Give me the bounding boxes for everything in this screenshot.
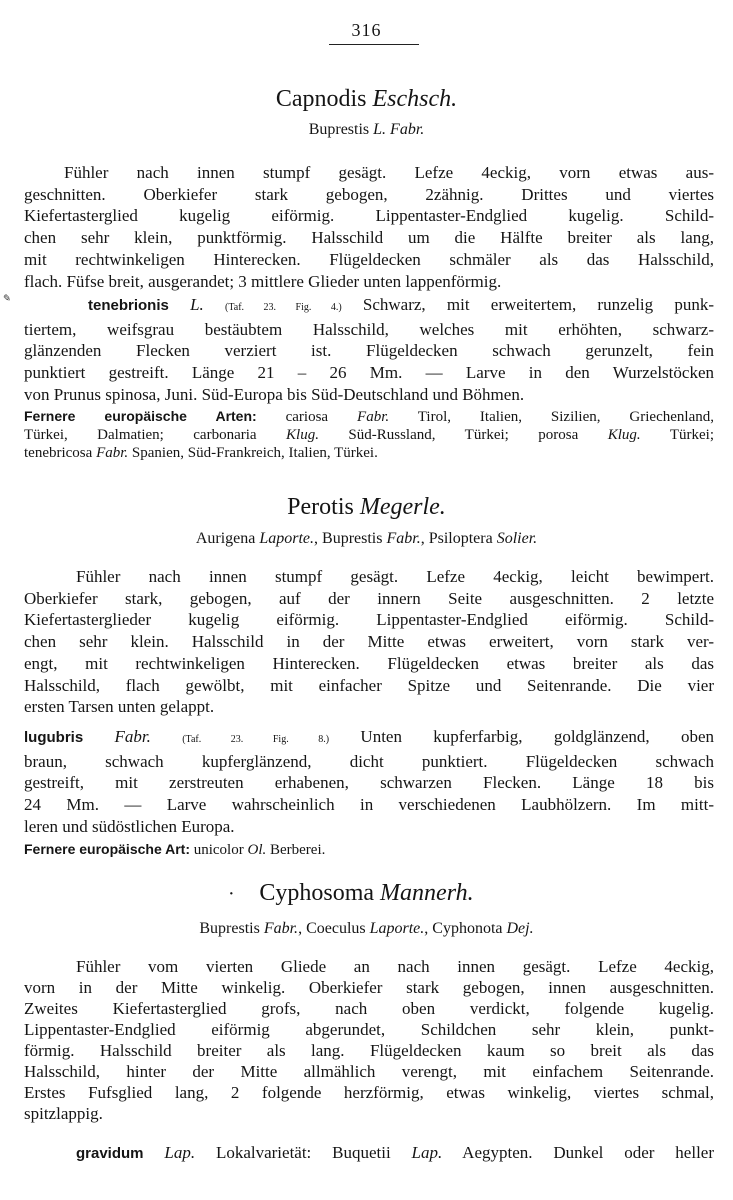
text-run: Türkei, Dalmatien; carbonaria <box>24 427 287 443</box>
text-run: Buprestis <box>199 920 264 937</box>
genus-heading-capnodis <box>0 86 733 113</box>
synonym-author: Dej. <box>506 920 534 937</box>
text-run: Aurigena <box>195 530 260 547</box>
synonym-author: Fabr. <box>263 920 299 937</box>
text-run: , Buprestis <box>314 530 387 547</box>
text-line <box>24 426 714 444</box>
species-text: Unten kupferfarbig, goldglänzend, oben <box>360 727 715 746</box>
species-perotis-lugubris <box>24 726 714 838</box>
genus-name: Cyphosoma <box>259 880 375 906</box>
text-run: Klug. <box>607 427 641 443</box>
further-label: Fernere europäische Art: <box>24 841 190 857</box>
text-line: Kiefertasterglied kugelig eiförmig. Lippentaster-Endglied kugelig. Schild- <box>24 206 714 226</box>
text-line: spitzlappig. <box>24 1104 103 1123</box>
species-line <box>24 726 714 751</box>
text-run: Ol. <box>247 842 267 858</box>
text-line: braun, schwach kupferglänzend, dicht punktiert. Flügeldecken schwach <box>24 751 714 771</box>
text-line: Fühler vom vierten Gliede an nach innen gesägt. Lefze 4eckig, <box>76 957 714 976</box>
text-run: unicolor <box>189 842 248 858</box>
text-line: leren und südöstlichen Europa. <box>24 816 235 836</box>
text-run: , Cyphonota <box>424 920 507 937</box>
text-line: 24 Mm. — Larve wahrscheinlich in verschiedenen Laubhölzern. Im mitt- <box>24 795 714 815</box>
text-run: Berberei. <box>266 842 326 858</box>
text-line: gestreift, mit zerstreuten erhabenen, schwarzen Flecken. Länge 18 bis <box>24 773 714 793</box>
genus-name: Perotis <box>287 494 354 520</box>
genus-heading-perotis <box>0 494 733 521</box>
text-line: chen sehr klein. Halsschild in der Mitte etwas erweitert, vorn stark ver- <box>24 632 714 652</box>
genus-author: Eschsch. <box>372 86 458 112</box>
page-number-rule <box>329 44 419 45</box>
text-line: Fühler nach innen stumpf gesägt. Lefze 4eckig, vorn etwas aus- <box>64 163 714 182</box>
text-run: Süd-Russland, Türkei; porosa <box>318 427 608 443</box>
text-line <box>24 444 714 462</box>
text-line: geschnitten. Oberkiefer stark gebogen, 2zähnig. Drittes und viertes <box>24 184 714 204</box>
text-run: tenebricosa <box>24 445 97 461</box>
synonym-author: Laporte. <box>259 530 315 547</box>
text-run: Tirol, Italien, Sizilien, Griechenland, <box>389 409 714 425</box>
text-run: Lokalvarietät: Buquetii <box>195 1143 412 1162</box>
stray-dot: · <box>228 883 235 905</box>
further-label: Fernere europäische Arten: <box>24 408 257 424</box>
species-cyphosoma-gravidum <box>24 1142 714 1165</box>
text-line: Halsschild, flach gewölbt, mit einfacher Spitze und Seitenrande. Die vier <box>24 675 714 695</box>
text-run: Aegypten. Dunkel oder heller <box>442 1143 715 1162</box>
text-line: förmig. Halsschild breiter als lang. Flügeldecken kaum so breit als das <box>24 1041 714 1060</box>
text-line: Erstes Fufsglied lang, 2 folgende herzförmig, etwas winkelig, viertes schmal, <box>24 1083 714 1102</box>
further-species-capnodis <box>24 407 714 462</box>
species-capnodis-tenebrionis <box>24 294 714 406</box>
species-line <box>24 1142 714 1165</box>
text-run: Spanien, Süd-Frankreich, Italien, Türkei. <box>128 445 378 461</box>
genus-heading-cyphosoma <box>0 880 733 907</box>
description-cyphosoma <box>24 956 714 1124</box>
text-run: cariosa <box>256 409 358 425</box>
text-line: Fühler nach innen stumpf gesägt. Lefze 4eckig, leicht bewimpert. <box>76 567 714 586</box>
page-number: 316 <box>351 20 382 40</box>
text-line: chen sehr klein, punktförmig. Halsschild um die Hälfte breiter als lang, <box>24 228 714 248</box>
synonym-line-capnodis <box>0 121 733 139</box>
text-run: , Coeculus <box>298 920 370 937</box>
text-run: Klug. <box>286 427 319 443</box>
further-species-perotis <box>24 840 714 859</box>
text-line: Halsschild, hinter der Mitte allmählich verengt, mit einfachem Seitenrande. <box>24 1062 714 1081</box>
synonym-text: Buprestis <box>308 121 374 138</box>
text-line <box>24 840 714 859</box>
text-run: Türkei; <box>640 427 714 443</box>
genus-author: Mannerh. <box>380 880 474 906</box>
genus-name: Capnodis <box>275 86 367 112</box>
plate-reference: (Taf. 23. Fig. 4.) <box>225 302 342 313</box>
synonym-author: Fabr. <box>386 530 421 547</box>
text-line: Kiefertasterglieder kugelig eiförmig. Lippentaster-Endglied eiförmig. Schild- <box>24 610 714 630</box>
species-name: tenebrionis <box>88 297 169 314</box>
text-run: , Psiloptera <box>420 530 497 547</box>
description-capnodis <box>24 162 714 292</box>
description-perotis <box>24 566 714 718</box>
synonym-line-cyphosoma <box>0 920 733 938</box>
plate-reference: (Taf. 23. Fig. 8.) <box>182 734 330 745</box>
text-line: glänzenden Flecken verziert ist. Flügeldecken schwach gerunzelt, fein <box>24 341 714 361</box>
species-name: gravidum <box>76 1145 144 1162</box>
text-line: Zweites Kiefertasterglied grofs, nach oben verdickt, folgende kugelig. <box>24 999 714 1018</box>
text-line: ersten Tarsen unten gelappt. <box>24 697 215 717</box>
text-run: Fabr. <box>357 409 390 425</box>
text-line: vorn in der Mitte winkelig. Oberkiefer stark gebogen, innen ausgeschnitten. <box>24 978 714 997</box>
text-line: punktiert gestreift. Länge 21 – 26 Mm. — Larve in den Wurzelstöcken <box>24 363 714 383</box>
synonym-author: Solier. <box>496 530 538 547</box>
text-line: mit rechtwinkeligen Hinterecken. Flügeldecken schmäler als das Halsschild, <box>24 249 714 269</box>
text-line: Oberkiefer stark, gebogen, auf der innern Seite ausgeschnitten. 2 letzte <box>24 588 714 608</box>
text-line: von Prunus spinosa, Juni. Süd-Europa bis Süd-Deutschland und Böhmen. <box>24 384 525 404</box>
text-line: flach. Füfse breit, ausgerandet; 3 mittlere Glieder unten lappenförmig. <box>24 271 502 291</box>
text-line <box>24 407 714 426</box>
species-text: Schwarz, mit erweitertem, runzelig punk- <box>362 295 715 314</box>
species-author: Lap. <box>164 1143 196 1162</box>
text-line: engt, mit rechtwinkeligen Hinterecken. Flügeldecken etwas breiter als das <box>24 653 714 673</box>
species-line <box>24 294 714 319</box>
text-line: tiertem, weifsgrau bestäubtem Halsschild, welches mit erhöhten, schwarz- <box>24 319 714 339</box>
species-author: L. <box>190 295 204 314</box>
synonym-line-perotis <box>0 530 733 548</box>
species-name: lugubris <box>24 729 84 746</box>
text-line: Lippentaster-Endglied eiförmig abgerundet, Schildchen sehr klein, punkt- <box>24 1020 714 1039</box>
text-run: Lap. <box>411 1143 443 1162</box>
text-run: Fabr. <box>96 445 129 461</box>
synonym-author: L. Fabr. <box>373 121 425 138</box>
species-author: Fabr. <box>114 727 151 746</box>
genus-author: Megerle. <box>359 494 446 520</box>
handwritten-margin-note: ✎ <box>1 292 12 306</box>
synonym-author: Laporte. <box>369 920 425 937</box>
